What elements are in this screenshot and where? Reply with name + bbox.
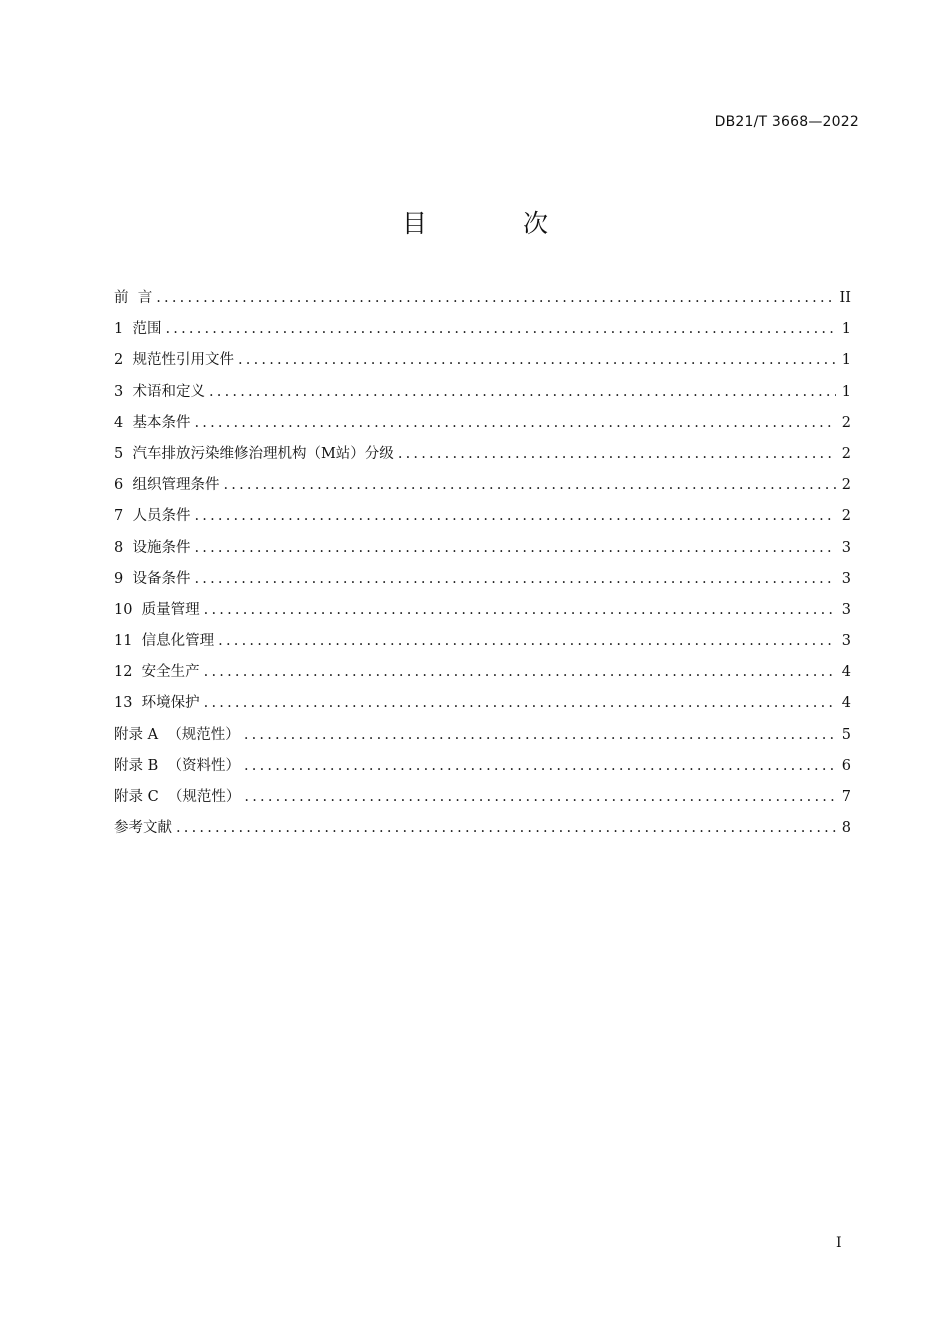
toc-leader-dots [244,782,835,813]
toc-leader-dots [194,533,835,564]
toc-entry-page: 2 [841,414,851,431]
toc-entry-6[interactable] [114,470,851,501]
toc-entry-8[interactable] [114,533,851,564]
table-of-contents [114,283,851,844]
toc-entry-5[interactable] [114,439,851,470]
toc-entry-page: 3 [841,601,851,618]
toc-entry-number: 附录 B [114,757,168,774]
toc-entry-label: 环境保护 [141,695,200,712]
document-code: DB21/T 3668—2022 [714,114,859,130]
toc-entry-4[interactable] [114,408,851,439]
toc-entry-number: 9 [114,570,133,587]
toc-entry-page: 2 [841,477,851,494]
toc-entry-number: 4 [114,414,133,431]
toc-entry-page: 5 [841,726,851,743]
toc-entry-page: 3 [841,539,851,556]
toc-entry-9[interactable] [114,564,851,595]
toc-leader-dots [218,626,836,657]
toc-entry-number: 附录 A [114,726,168,743]
toc-leader-dots [194,408,835,439]
toc-entry-11[interactable] [114,626,851,657]
toc-leader-dots [176,813,836,844]
page-number: I [836,1235,842,1251]
toc-leader-dots [204,595,836,626]
toc-entry-10[interactable] [114,595,851,626]
toc-entry-page: 1 [841,321,851,338]
toc-entry-1[interactable] [114,314,851,345]
toc-entry-label: 汽车排放污染维修治理机构（M站）分级 [132,445,394,462]
toc-entry-number: 前 言 [114,290,153,306]
toc-entry-12[interactable] [114,657,851,688]
toc-leader-dots [223,470,835,501]
toc-leader-dots [398,439,836,470]
toc-entry-number: 参考文献 [114,820,172,837]
toc-leader-dots [204,688,836,719]
toc-leader-dots [244,720,836,751]
toc-entry-number: 7 [114,508,133,525]
toc-entry-label: 信息化管理 [141,633,215,650]
toc-entry-bibliography[interactable] [114,813,851,844]
toc-entry-page: 4 [841,664,851,681]
toc-entry-foreword[interactable] [114,283,851,314]
toc-leader-dots [204,657,836,688]
toc-entry-page: 6 [841,757,851,774]
toc-entry-page: 3 [841,570,851,587]
toc-entry-number: 2 [114,352,133,369]
toc-entry-label: 基本条件 [132,414,191,431]
toc-entry-page: 3 [841,633,851,650]
toc-entry-appendix-c[interactable] [114,782,851,813]
toc-entry-label: 设备条件 [132,570,191,587]
toc-entry-number: 12 [114,664,142,681]
toc-entry-number: 6 [114,477,133,494]
toc-entry-label: 质量管理 [141,601,200,618]
toc-entry-page: 8 [841,820,851,837]
toc-entry-label: 安全生产 [141,664,200,681]
toc-entry-label: 设施条件 [132,539,191,556]
toc-entry-7[interactable] [114,501,851,532]
toc-entry-number: 10 [114,601,142,618]
toc-entry-label: 范围 [132,321,162,338]
toc-entry-page: 1 [841,383,851,400]
toc-leader-dots [238,345,836,376]
toc-entry-label: 组织管理条件 [132,477,220,494]
toc-leader-dots [244,751,836,782]
toc-entry-3[interactable] [114,377,851,408]
toc-entry-appendix-b[interactable] [114,751,851,782]
toc-entry-page: 7 [841,789,851,805]
toc-entry-label: 人员条件 [132,508,191,525]
toc-entry-2[interactable] [114,345,851,376]
toc-leader-dots [209,377,836,408]
toc-entry-appendix-a[interactable] [114,720,851,751]
toc-leader-dots [156,283,833,314]
toc-entry-label: （资料性） [167,757,240,774]
toc-entry-label: 术语和定义 [132,383,205,400]
toc-entry-page: II [839,290,851,306]
toc-entry-label: 规范性引用文件 [132,352,234,369]
toc-entry-label: （规范性） [167,726,240,743]
toc-leader-dots [165,314,835,345]
toc-entry-number: 13 [114,695,142,712]
toc-leader-dots [194,501,835,532]
toc-entry-number: 3 [114,383,133,400]
toc-leader-dots [194,564,835,595]
toc-entry-page: 1 [841,352,851,369]
toc-entry-13[interactable] [114,688,851,719]
toc-entry-page: 4 [841,695,851,712]
toc-title: 目 次 [402,209,592,238]
toc-entry-page: 2 [841,508,851,525]
toc-entry-label: （规范性） [167,789,241,805]
toc-entry-number: 1 [114,321,133,338]
toc-entry-number: 附录 C [114,789,168,805]
toc-entry-number: 11 [114,633,142,650]
toc-entry-page: 2 [841,445,851,462]
toc-entry-number: 8 [114,539,133,556]
toc-entry-number: 5 [114,445,133,462]
